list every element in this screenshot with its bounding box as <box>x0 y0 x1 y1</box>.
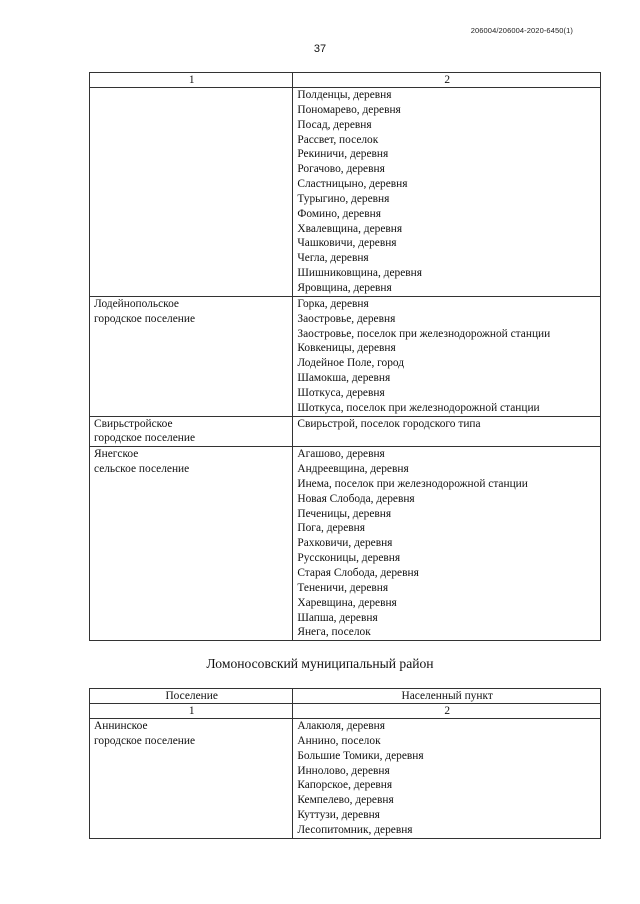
locality-name: Заостровье, деревня <box>297 312 396 325</box>
locality-name: Алакюля, деревня <box>297 720 386 732</box>
locality-name: Агашово, деревня <box>297 448 385 461</box>
settlement-name: Свирьстройское <box>94 417 173 430</box>
settlement-name: городское поселение <box>94 312 196 325</box>
locality-name: Турыгино, деревня <box>297 192 390 205</box>
table-row <box>90 296 601 416</box>
lomonosov-settlements-table <box>89 688 601 839</box>
localities-cell <box>293 719 601 839</box>
settlement-name: городское поселение <box>94 432 196 445</box>
locality-name: Рахковичи, деревня <box>297 537 393 550</box>
table-row <box>90 416 601 447</box>
locality-name: Старая Слобода, деревня <box>297 567 419 579</box>
locality-name: Фомино, деревня <box>297 207 381 220</box>
localities-cell <box>293 416 601 447</box>
header-row <box>90 689 601 704</box>
locality-name: Шоткуса, поселок при железнодорожной станции <box>297 401 540 414</box>
locality-name: Харевщина, деревня <box>297 596 397 609</box>
locality-name: Лодейное Поле, город <box>297 357 405 370</box>
localities-cell <box>293 296 601 416</box>
locality-name: Андреевщина, деревня <box>297 463 409 476</box>
settlement-name: Лодейнопольское <box>94 297 179 310</box>
locality-name: Новая Слобода, деревня <box>297 492 415 505</box>
locality-name: Чегла, деревня <box>297 252 369 265</box>
settlement-name: Аннинское <box>94 720 148 732</box>
locality-name: Рассвет, поселок <box>297 133 379 146</box>
locality-name: Рекиничи, деревня <box>297 148 389 161</box>
locality-name: Сластницыно, деревня <box>297 178 408 191</box>
locality-name: Лесопитомник, деревня <box>297 823 413 836</box>
locality-name: Руссконицы, деревня <box>297 552 401 565</box>
locality-name: Пономарево, деревня <box>297 103 401 116</box>
settlements-table-continued <box>89 72 601 641</box>
settlement-cell <box>90 719 293 839</box>
locality-name: Куттузи, деревня <box>297 809 380 822</box>
locality-name: Шапша, деревня <box>297 611 378 624</box>
locality-name: Шамокша, деревня <box>297 372 391 385</box>
localities-cell <box>293 88 601 297</box>
column-number-1: 1 <box>90 73 293 88</box>
locality-name: Свирьстрой, поселок городского типа <box>297 417 481 430</box>
document-id: 206004/206004-2020-6450(1) <box>470 26 573 35</box>
locality-name: Капорское, деревня <box>297 779 393 792</box>
locality-name: Посад, деревня <box>297 118 372 131</box>
locality-name: Пога, деревня <box>297 522 366 535</box>
settlement-header: Поселение <box>90 689 293 704</box>
column-number-1: 1 <box>90 704 293 719</box>
locality-name: Янега, поселок <box>297 626 371 639</box>
locality-name: Тененичи, деревня <box>297 581 389 594</box>
column-number-row <box>90 704 601 719</box>
locality-name: Шоткуса, деревня <box>297 386 385 399</box>
section-title: Ломоносовский муниципальный район <box>206 656 434 671</box>
settlement-cell <box>90 447 293 641</box>
locality-name: Печеницы, деревня <box>297 507 392 520</box>
settlement-name: сельское поселение <box>94 463 190 476</box>
locality-name: Яровщина, деревня <box>297 281 392 294</box>
table-row <box>90 88 601 297</box>
locality-name: Кемпелево, деревня <box>297 794 394 807</box>
locality-header: Населенный пункт <box>293 689 601 704</box>
column-number-row <box>90 73 601 88</box>
locality-name: Шишниковщина, деревня <box>297 267 422 280</box>
locality-name: Ковкеницы, деревня <box>297 342 396 355</box>
locality-name: Заостровье, поселок при железнодорожной станции <box>297 327 551 340</box>
page-number: 37 <box>313 43 327 55</box>
locality-name: Рогачово, деревня <box>297 163 385 176</box>
locality-name: Аннино, поселок <box>297 734 381 747</box>
table-row <box>90 719 601 839</box>
localities-cell <box>293 447 601 641</box>
locality-name: Иннолово, деревня <box>297 764 390 777</box>
settlement-cell <box>90 88 293 297</box>
column-number-2: 2 <box>293 704 601 719</box>
locality-name: Большие Томики, деревня <box>297 749 424 762</box>
locality-name: Горка, деревня <box>297 297 369 310</box>
settlement-name: Янегское <box>94 448 139 461</box>
column-number-2: 2 <box>293 73 601 88</box>
locality-name: Полденцы, деревня <box>297 89 392 101</box>
settlement-cell <box>90 296 293 416</box>
table-row <box>90 447 601 641</box>
locality-name: Чашковичи, деревня <box>297 237 397 250</box>
locality-name: Хвалевщина, деревня <box>297 222 403 235</box>
settlement-cell <box>90 416 293 447</box>
locality-name: Инема, поселок при железнодорожной станции <box>297 477 528 490</box>
settlement-name: городское поселение <box>94 734 196 747</box>
